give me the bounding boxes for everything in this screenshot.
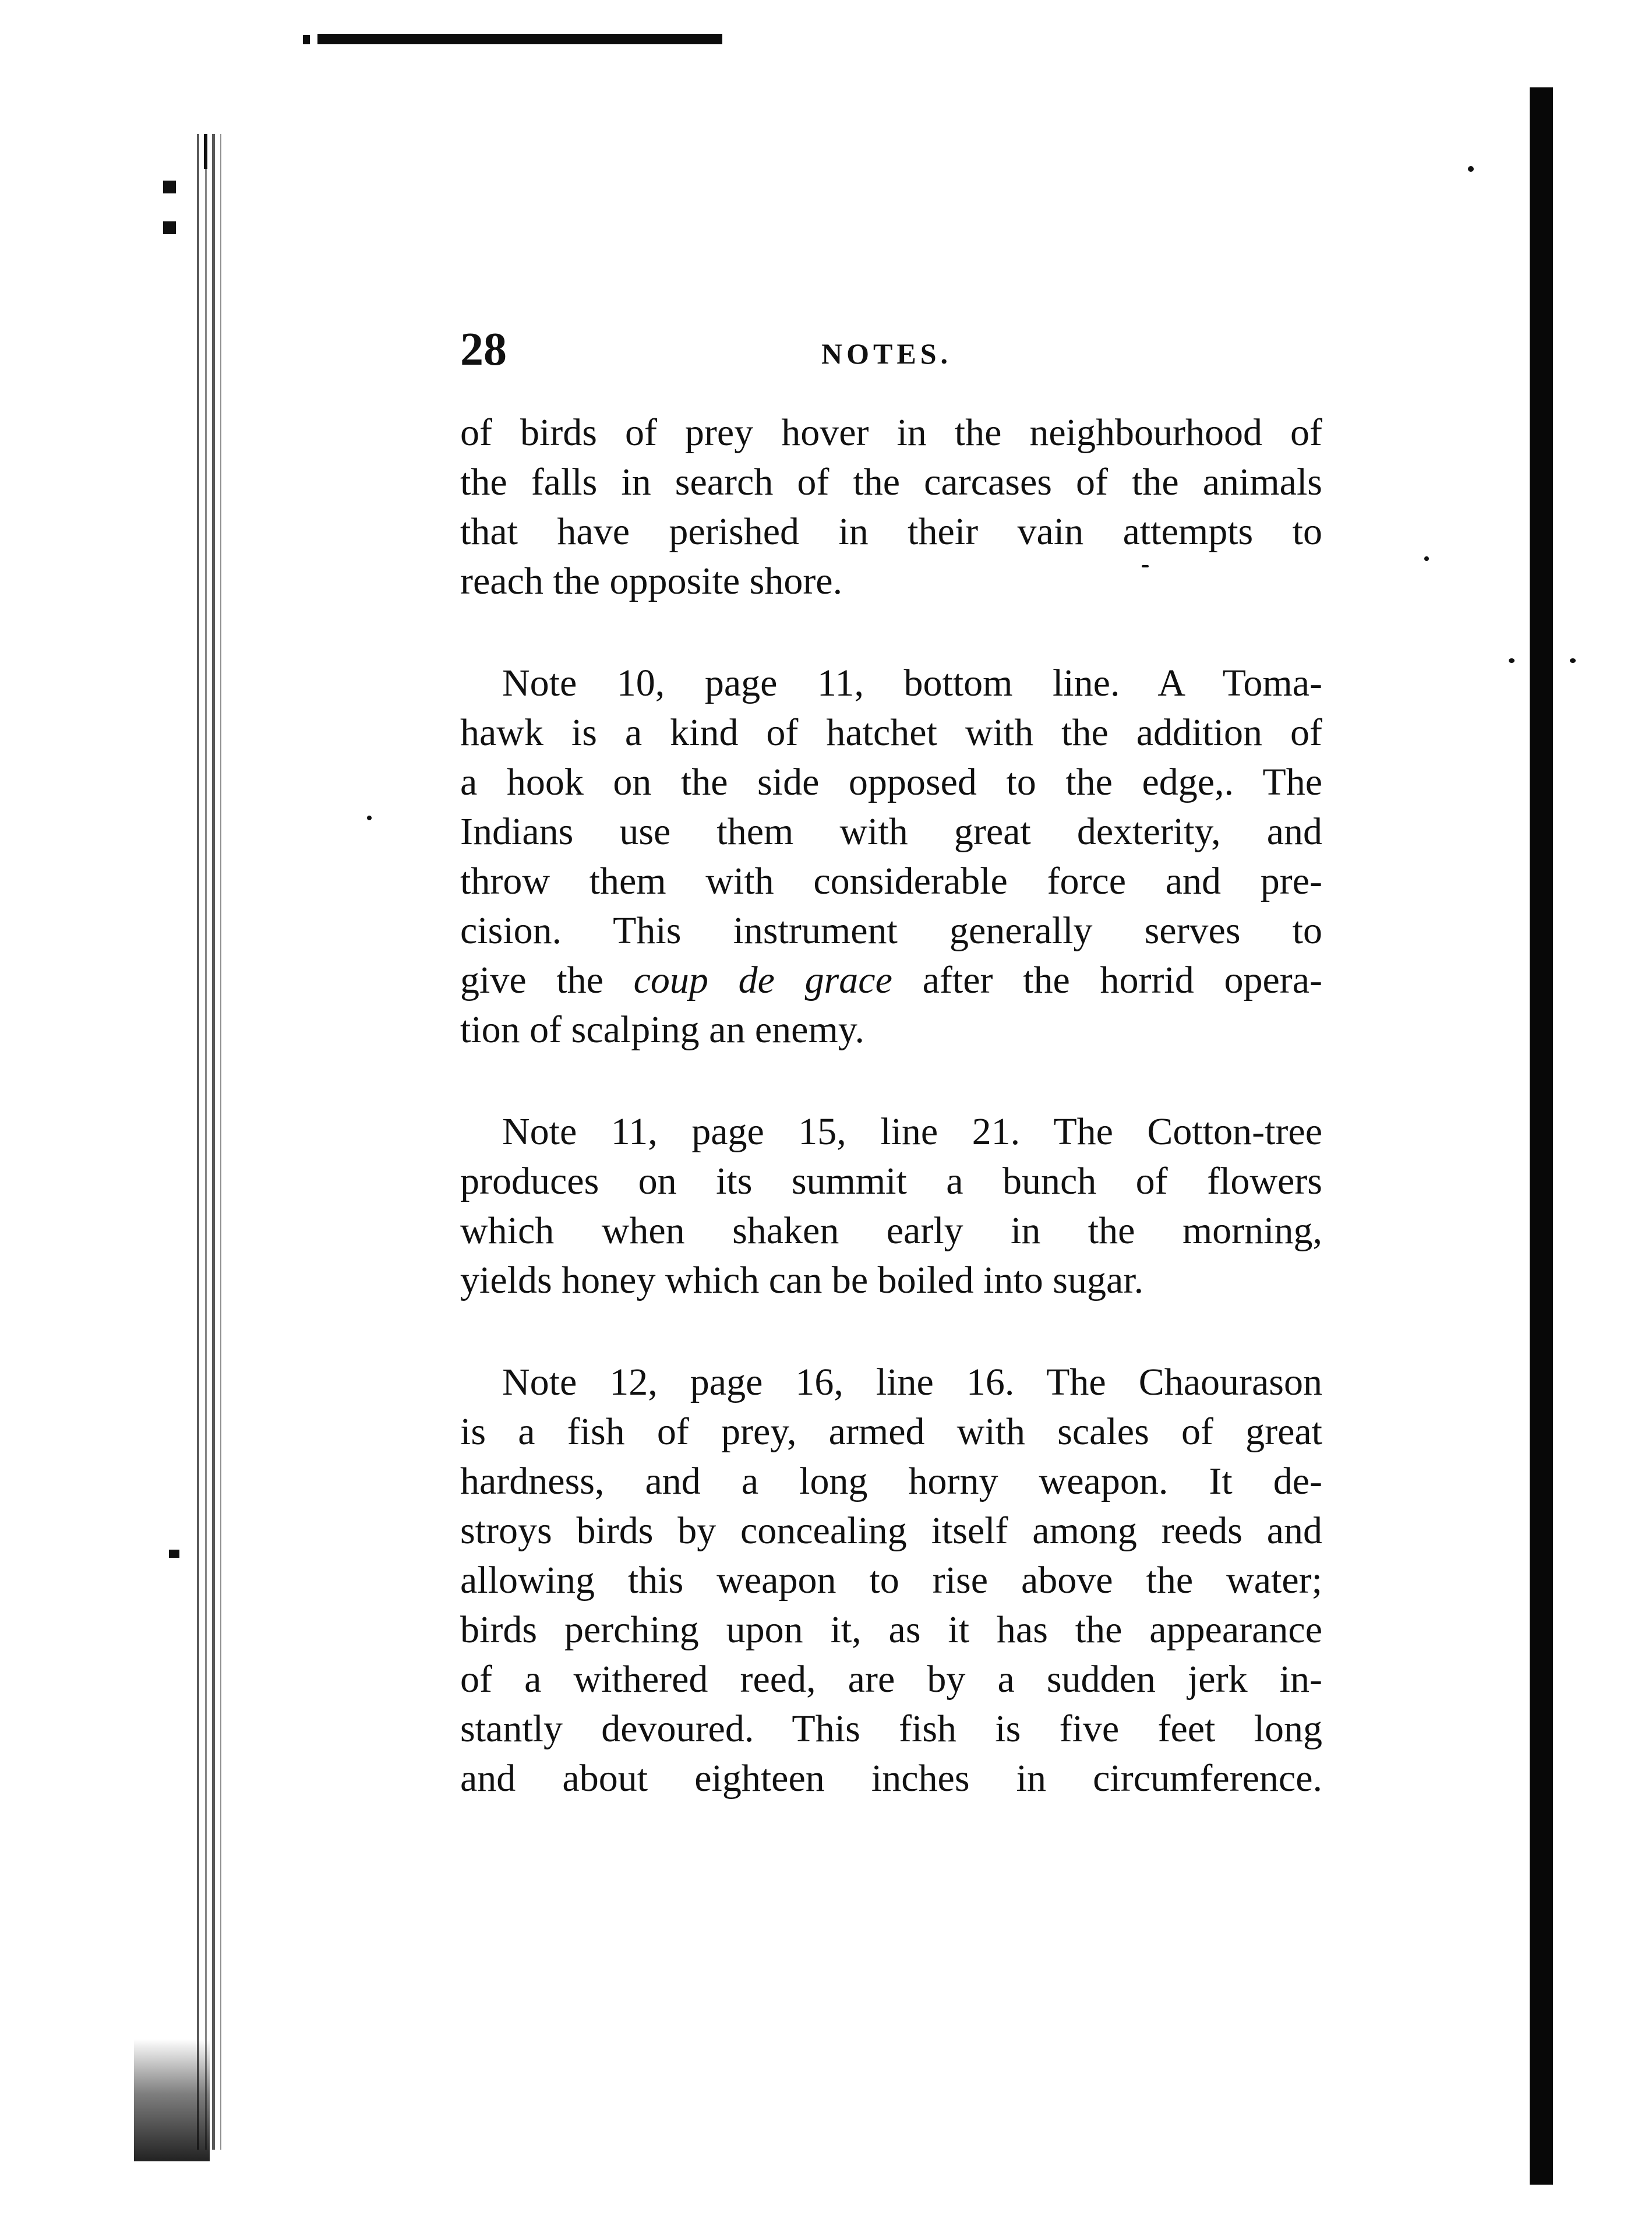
scan-artifact-right-edge [1530, 87, 1553, 2185]
note-12 [460, 1357, 1322, 1803]
text-line: is a fish of prey, armed with scales of great [460, 1410, 1322, 1453]
text-line: allowing this weapon to rise above the water; [460, 1559, 1322, 1601]
text-line: and about eighteen inches in circumference. [460, 1757, 1322, 1800]
scan-artifact-bottom-left [134, 2039, 210, 2161]
text-line: Note 11, page 15, line 21. The Cotton-tree [502, 1110, 1322, 1153]
text-line [460, 955, 1322, 1005]
text-line: a hook on the side opposed to the edge,. The [460, 761, 1322, 803]
page-binding-edge [163, 134, 227, 2150]
text-line: stantly devoured. This fish is five feet long [460, 1708, 1322, 1750]
text-line: which when shaken early in the morning, [460, 1209, 1322, 1252]
text-line: Note 10, page 11, bottom line. A Toma- [502, 662, 1322, 704]
text-line: tion of scalping an enemy. [460, 1008, 865, 1051]
running-head [460, 326, 1322, 408]
text-line-segment: after the horrid opera- [892, 959, 1322, 1001]
page-number: 28 [460, 324, 507, 375]
scan-speck [367, 816, 372, 820]
note-11 [460, 1107, 1322, 1305]
binding-line [220, 134, 221, 2150]
text-line: hawk is a kind of hatchet with the addition of [460, 711, 1322, 754]
text-line: throw them with considerable force and pre- [460, 860, 1322, 902]
binding-mark [163, 221, 176, 234]
binding-mark [169, 1550, 179, 1558]
scan-artifact-top-dot [303, 35, 310, 44]
text-line: yields honey which can be boiled into sugar. [460, 1259, 1144, 1301]
binding-mark [204, 134, 207, 169]
note-10 [460, 658, 1322, 1054]
text-line: of a withered reed, are by a sudden jerk in- [460, 1658, 1322, 1701]
section-title: NOTES. [821, 337, 952, 370]
text-line: the falls in search of the carcases of the animals [460, 461, 1322, 503]
scan-artifact-top-bar [317, 34, 722, 44]
text-line: birds perching upon it, as it has the appearance [460, 1608, 1322, 1651]
scan-speck [1570, 658, 1576, 663]
scan-speck [1509, 658, 1515, 663]
binding-mark [163, 181, 176, 193]
scan-speck [1424, 556, 1429, 561]
paragraph-continuation [460, 408, 1322, 606]
binding-line [205, 134, 207, 2150]
page-text-block [460, 326, 1322, 1803]
binding-line [212, 134, 215, 2150]
text-line: that have perished in their vain attempts to [460, 510, 1322, 553]
text-line: produces on its summit a bunch of flowers [460, 1160, 1322, 1202]
binding-line [197, 134, 199, 2150]
text-line: Note 12, page 16, line 16. The Chaourason [502, 1361, 1322, 1403]
text-line: reach the opposite shore. [460, 560, 843, 602]
text-line-segment: give the [460, 959, 634, 1001]
text-line: hardness, and a long horny weapon. It de- [460, 1460, 1322, 1502]
scan-speck [1468, 166, 1474, 172]
italic-phrase: coup de grace [633, 959, 892, 1001]
text-line: stroys birds by concealing itself among reeds and [460, 1509, 1322, 1552]
text-line: Indians use them with great dexterity, and [460, 810, 1322, 853]
text-line: cision. This instrument generally serves to [460, 909, 1322, 952]
text-line: of birds of prey hover in the neighbourhood of [460, 411, 1322, 454]
